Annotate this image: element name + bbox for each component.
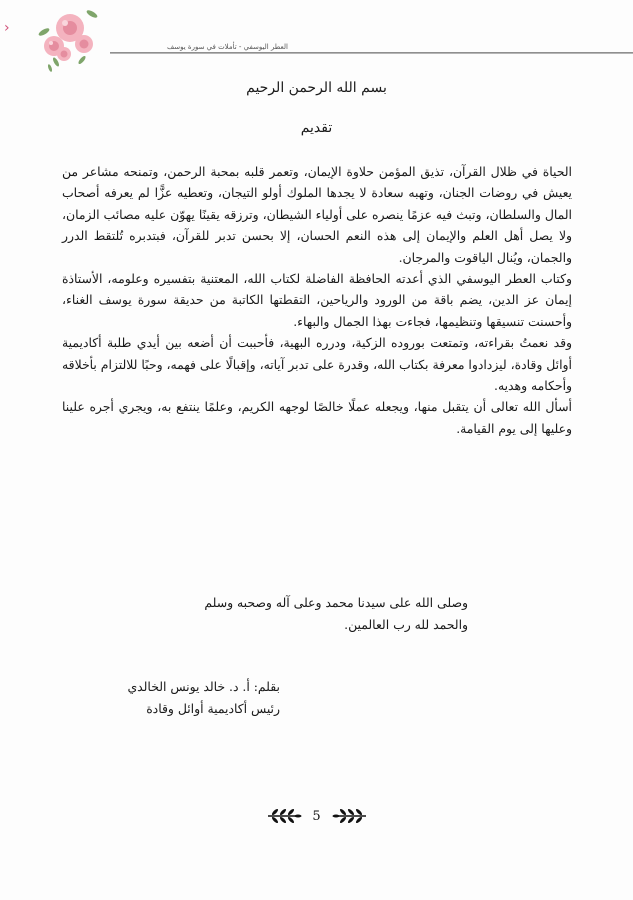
chevron-right-icon[interactable]: › — [4, 20, 10, 36]
running-title: العطر اليوسفي - تأملات في سورة يوسف — [167, 42, 288, 51]
paragraph: وكتاب العطر اليوسفي الذي أعدته الحافظة الفاضلة لكتاب الله، المعتنية بتفسيره وعلومه، الأستاذة إيمان عز الدين، يضم باقة من الورود والرياحين، التقطتها الكاتبة من حديقة سورة يوسف الغناء، وأحسنت تنسيقها وتنظيمها، فجاءت بهذا الجمال والبهاء. — [62, 271, 572, 329]
author-name: بقلم: أ. د. خالد يونس الخالدي — [127, 679, 280, 694]
running-header — [110, 41, 633, 53]
closing-line: والحمد لله رب العالمين. — [344, 616, 468, 632]
signature-block — [60, 676, 280, 720]
page-number: 5 — [312, 808, 321, 824]
page-footer — [0, 803, 633, 829]
paragraph: وقد نعمتُ بقراءته، وتمتعت بوروده الزكية، ودرره البهية، فأحببت أن أضعه بين أيدي طلبة أكاديمية أوائل وقادة، ليزدادوا معرفة بكتاب الله، وقدرة على تدبر آياته، وإقبالًا على فهمه، وحبًا للالتزام بأخلاقه وأحكامه وهديه. — [62, 335, 572, 394]
paragraph: الحياة في ظلال القرآن، تذيق المؤمن حلاوة الإيمان، وتعمر قلبه بمحبة الرحمن، وتمنحه مشاعر من يعيش في روضات الجنان، وتهبه سعادة لا يجدها الملوك أولو التيجان، وتعطيه عزًّا لم يعرفه أصحاب المال والسلطان، وتبث فيه عزمًا ينصره على أولياء الشيطان، وترزقه يقينًا يهوّن عليه مصائب الزمان، ولا يصل أهل العلم والإيمان إلى هذه النعم الحسان، إلا بحسن تدبر للقرآن، فبتدبره تُلتقط الدرر والجمان، ويُنال الياقوت والمرجان. — [62, 164, 572, 265]
author-role: رئيس أكاديمية أوائل وقادة — [146, 701, 280, 716]
header-divider — [110, 53, 633, 54]
basmala: بسم الله الرحمن الرحيم — [246, 80, 387, 96]
flower-decoration-icon — [34, 2, 104, 74]
introduction-body — [62, 161, 572, 439]
leaf-ornament-icon — [332, 806, 368, 826]
paragraph: أسأل الله تعالى أن يتقبل منها، ويجعله عملًا خالصًا لوجهه الكريم، وعلمًا ينتفع به، ويجري أجره علينا وعليها إلى يوم القيامة. — [62, 399, 572, 436]
closing-prayer — [180, 592, 468, 635]
section-title: تقديم — [300, 120, 333, 136]
closing-line: وصلى الله على سيدنا محمد وعلى آله وصحبه وسلم — [204, 595, 468, 610]
leaf-ornament-icon — [266, 806, 302, 826]
